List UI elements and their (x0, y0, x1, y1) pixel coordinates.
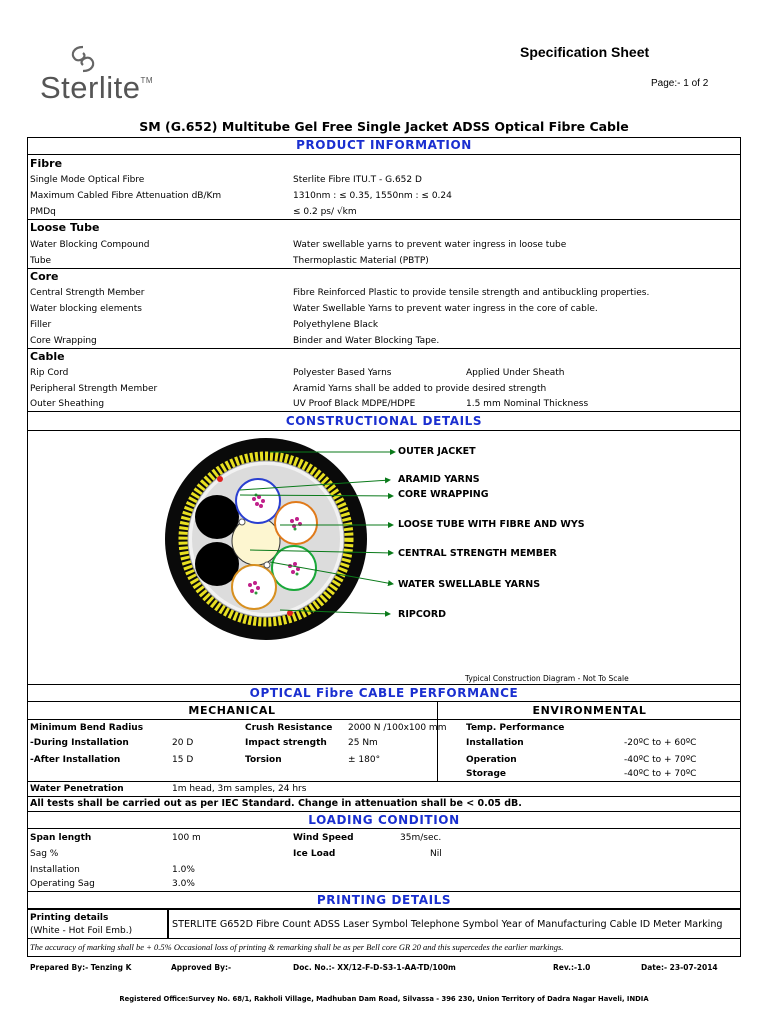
fibre-row-label: Single Mode Optical Fibre (30, 175, 145, 185)
core-row-label: Water blocking elements (30, 304, 142, 314)
callout-core-wrapping: CORE WRAPPING (398, 489, 489, 500)
printing-label-cell (27, 909, 168, 939)
printing-value: STERLITE G652D Fibre Count ADSS Laser Symbol Telephone Symbol Year of Manufacturing Cable ID Meter Marking (172, 919, 723, 930)
loose-tube-row-value: Thermoplastic Material (PBTP) (293, 256, 429, 266)
min-bend-label: Minimum Bend Radius (30, 723, 144, 733)
callout-ripcord: RIPCORD (398, 609, 447, 620)
loose-tube-row-label: Tube (30, 256, 52, 266)
sag-label: Sag % (30, 849, 59, 859)
temp-label: Temp. Performance (466, 723, 565, 733)
registered-office: Registered Office:Survey No. 68/1, Rakholi Village, Madhuban Dam Road, Silvassa - 396 230, Union Territory of Dadra Nagar Haveli, INDIA (119, 995, 649, 1003)
page-number: Page:- 1 of 2 (651, 78, 709, 89)
after-install-value: 15 D (172, 755, 194, 765)
during-install-label: -During Installation (30, 738, 129, 748)
core-row-label: Filler (30, 320, 52, 330)
crush-value: 2000 N /100x100 mm (348, 723, 447, 733)
core-row-value: Fibre Reinforced Plastic to provide tensile strength and antibuckling properties. (293, 288, 650, 298)
loading-condition-bar: LOADING CONDITION (27, 811, 741, 829)
divider (27, 348, 741, 349)
loose-tube-section-title: Loose Tube (30, 221, 100, 234)
core-row-value: Binder and Water Blocking Tape. (293, 336, 440, 346)
callout-aramid-yarns: ARAMID YARNS (398, 474, 480, 485)
cable-row-value-2: Applied Under Sheath (466, 368, 565, 378)
approved-by: Approved By:- (171, 963, 232, 972)
ice-load-label: Ice Load (293, 849, 336, 859)
document-title: SM (G.652) Multitube Gel Free Single Jacket ADSS Optical Fibre Cable (139, 119, 629, 134)
torsion-label: Torsion (245, 755, 282, 765)
water-penetration-value: 1m head, 3m samples, 24 hrs (172, 784, 307, 794)
printing-value-cell (168, 909, 741, 939)
printing-label: Printing details (30, 913, 109, 923)
cable-row-label: Rip Cord (30, 368, 69, 378)
core-row-label: Core Wrapping (30, 336, 97, 346)
callout-outer-jacket: OUTER JACKET (398, 446, 476, 457)
ripcord-shape (217, 476, 223, 482)
cable-row-label: Peripheral Strength Member (30, 384, 158, 394)
environmental-header: ENVIRONMENTAL (437, 702, 741, 720)
span-length-label: Span length (30, 833, 92, 843)
env-storage-value: -40ºC to + 70ºC (624, 769, 697, 779)
document-number: Doc. No.:- XX/12-F-D-S3-1-AA-TD/100m (293, 963, 456, 972)
wind-speed-value: 35m/sec. (400, 833, 442, 843)
product-information-bar: PRODUCT INFORMATION (27, 137, 741, 155)
prepared-by: Prepared By:- Tenzing K (30, 963, 132, 972)
mechanical-header: MECHANICAL (27, 702, 437, 720)
core-row-value: Water Swellable Yarns to prevent water ingress in the core of cable. (293, 304, 598, 314)
divider (27, 796, 741, 797)
crush-label: Crush Resistance (245, 723, 333, 733)
cable-row-value-2: 1.5 mm Nominal Thickness (466, 399, 589, 409)
sag-installation-value: 1.0% (172, 865, 195, 875)
brand-name: Sterlite™ (40, 70, 154, 105)
diagram-caption: Typical Construction Diagram - Not To Scale (465, 674, 629, 683)
core-section-title: Core (30, 270, 59, 283)
torsion-value: ± 180° (348, 755, 381, 765)
core-row-label: Central Strength Member (30, 288, 145, 298)
divider (27, 268, 741, 269)
during-install-value: 20 D (172, 738, 194, 748)
printing-sublabel: (White - Hot Foil Emb.) (30, 926, 133, 936)
revision: Rev.:-1.0 (553, 963, 591, 972)
loose-tube-row-value: Water swellable yarns to prevent water ingress in loose tube (293, 240, 567, 250)
core-row-value: Polyethylene Black (293, 320, 379, 330)
env-installation-label: Installation (466, 738, 524, 748)
fibre-section-title: Fibre (30, 157, 63, 170)
fibre-row-value: Sterlite Fibre ITU.T - G.652 D (293, 175, 422, 185)
fibre-row-label: Maximum Cabled Fibre Attenuation dB/Km (30, 191, 222, 201)
fibre-row-label: PMDq (30, 207, 56, 217)
callout-central-strength-member: CENTRAL STRENGTH MEMBER (398, 548, 557, 559)
cable-row-label: Outer Sheathing (30, 399, 105, 409)
operating-sag-value: 3.0% (172, 879, 195, 889)
callout-arrows (230, 440, 400, 630)
cable-row-value: UV Proof Black MDPE/HDPE (293, 399, 416, 409)
span-length-value: 100 m (172, 833, 201, 843)
fibre-row-value: ≤ 0.2 ps/ √km (293, 207, 357, 217)
callout-water-swellable-yarns: WATER SWELLABLE YARNS (398, 579, 541, 590)
water-penetration-label: Water Penetration (30, 784, 124, 794)
ice-load-value: Nil (430, 849, 442, 859)
spec-sheet-title: Specification Sheet (520, 44, 650, 60)
printing-accuracy-note: The accuracy of marking shall be + 0.5% Occasional loss of printing & remarking shall be as per Bell core GR 20 and this supercedes the earlier markings. (30, 942, 564, 952)
wind-speed-label: Wind Speed (293, 833, 354, 843)
divider (27, 781, 741, 782)
sag-installation-label: Installation (30, 865, 80, 875)
divider (27, 219, 741, 220)
env-operation-value: -40ºC to + 70ºC (624, 755, 697, 765)
impact-label: Impact strength (245, 738, 327, 748)
env-installation-value: -20ºC to + 60ºC (624, 738, 697, 748)
fibre-row-value: 1310nm : ≤ 0.35, 1550nm : ≤ 0.24 (293, 191, 452, 201)
loose-tube-row-label: Water Blocking Compound (30, 240, 150, 250)
callout-loose-tube: LOOSE TUBE WITH FIBRE AND WYS (398, 519, 585, 530)
printing-details-bar: PRINTING DETAILS (27, 891, 741, 909)
impact-value: 25 Nm (348, 738, 378, 748)
cable-row-value: Aramid Yarns shall be added to provide desired strength (293, 384, 547, 394)
operating-sag-label: Operating Sag (30, 879, 95, 889)
env-operation-label: Operation (466, 755, 517, 765)
performance-bar: OPTICAL Fibre CABLE PERFORMANCE (27, 684, 741, 702)
constructional-details-bar: CONSTRUCTIONAL DETAILS (27, 411, 741, 431)
cable-section-title: Cable (30, 350, 65, 363)
cable-row-value: Polyester Based Yarns (293, 368, 392, 378)
env-storage-label: Storage (466, 769, 507, 779)
after-install-label: -After Installation (30, 755, 121, 765)
tests-note: All tests shall be carried out as per IEC Standard. Change in attenuation shall be < 0.05 dB. (30, 798, 522, 809)
date: Date:- 23-07-2014 (641, 963, 718, 972)
